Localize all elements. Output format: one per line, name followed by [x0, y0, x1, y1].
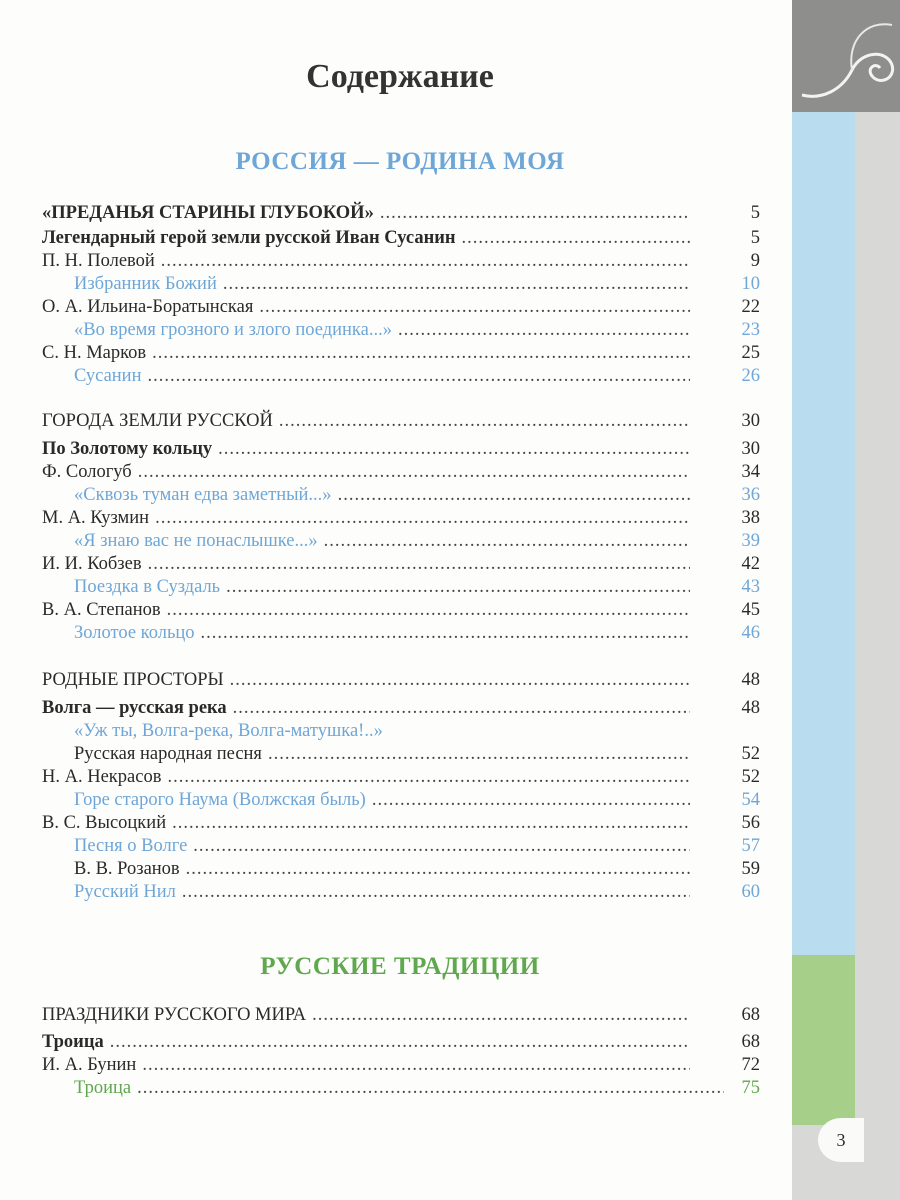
entry-title: И. И. Кобзев — [42, 554, 142, 574]
entry-title: ГОРОДА ЗЕМЛИ РУССКОЙ — [42, 411, 273, 431]
toc-entry — [42, 483, 760, 507]
entry-title: Золотое кольцо — [74, 623, 195, 643]
toc-entry — [42, 621, 760, 645]
entry-page: 25 — [741, 343, 760, 363]
dot-leader — [161, 249, 690, 273]
toc-entry — [42, 1003, 760, 1027]
dot-leader — [147, 364, 690, 388]
toc-entry — [42, 318, 760, 342]
corner-ornament — [792, 0, 900, 112]
entry-title: «Во время грозного и злого поединка...» — [74, 320, 392, 340]
toc-entry — [42, 341, 760, 365]
dot-leader — [268, 742, 690, 766]
dot-leader — [172, 811, 690, 835]
dot-leader — [338, 483, 690, 507]
dot-leader — [233, 696, 690, 720]
toc-entry — [42, 249, 760, 273]
dot-leader — [223, 272, 690, 296]
entry-title: «Сквозь туман едва заметный...» — [74, 485, 332, 505]
entry-page: 34 — [741, 462, 760, 482]
dot-leader — [279, 409, 690, 433]
toc-entry — [42, 719, 760, 743]
dot-leader — [110, 1030, 690, 1054]
entry-page: 36 — [741, 485, 760, 505]
entry-page: 48 — [741, 698, 760, 718]
entry-page: 54 — [741, 790, 760, 810]
entry-title: Н. А. Некрасов — [42, 767, 162, 787]
entry-page: 68 — [741, 1032, 760, 1052]
toc-entry — [42, 272, 760, 296]
entry-page: 22 — [741, 297, 760, 317]
part-heading: РУССКИЕ ТРАДИЦИИ — [260, 953, 540, 980]
page-title: Содержание — [306, 58, 494, 95]
toc-entry — [42, 529, 760, 553]
entry-page: 52 — [741, 744, 760, 764]
entry-page: 5 — [750, 203, 760, 223]
entry-title: Ф. Сологуб — [42, 462, 132, 482]
toc-entry — [42, 201, 760, 225]
entry-page: 48 — [741, 670, 760, 690]
toc-entry — [42, 696, 760, 720]
side-band-green — [792, 955, 855, 1125]
dot-leader — [182, 880, 690, 904]
dot-leader — [152, 341, 690, 365]
toc-entry — [42, 1030, 760, 1054]
toc-entry — [42, 295, 760, 319]
entry-title: Троица — [42, 1032, 104, 1052]
entry-page: 46 — [741, 623, 760, 643]
toc-entry — [42, 1076, 760, 1100]
toc-entry — [42, 598, 760, 622]
dot-leader — [137, 1076, 724, 1100]
entry-page: 57 — [741, 836, 760, 856]
entry-page: 68 — [741, 1005, 760, 1025]
toc-entry — [42, 226, 760, 250]
entry-title: П. Н. Полевой — [42, 251, 155, 271]
entry-title: В. В. Розанов — [74, 859, 180, 879]
entry-page: 75 — [741, 1078, 760, 1098]
dot-leader — [259, 295, 690, 319]
toc-entry — [42, 460, 760, 484]
entry-title: «Уж ты, Волга-река, Волга-матушка!..» — [74, 721, 383, 741]
entry-page: 30 — [741, 439, 760, 459]
entry-page: 9 — [750, 251, 760, 271]
entry-title: Русский Нил — [74, 882, 176, 902]
entry-page: 45 — [741, 600, 760, 620]
entry-page: 5 — [750, 228, 760, 248]
entry-title: Горе старого Наума (Волжская быль) — [74, 790, 366, 810]
side-band-blue — [792, 112, 855, 955]
entry-title: Избранник Божий — [74, 274, 217, 294]
entry-page: 42 — [741, 554, 760, 574]
dot-leader — [226, 575, 690, 599]
dot-leader — [230, 668, 690, 692]
toc-entry — [42, 552, 760, 576]
entry-page: 23 — [741, 320, 760, 340]
entry-page: 38 — [741, 508, 760, 528]
entry-page: 26 — [741, 366, 760, 386]
entry-title: В. С. Высоцкий — [42, 813, 167, 833]
dot-leader — [167, 765, 690, 789]
dot-leader — [462, 226, 690, 250]
entry-title: Поездка в Суздаль — [74, 577, 221, 597]
entry-page: 10 — [741, 274, 760, 294]
entry-title: Волга — русская река — [42, 698, 227, 718]
entry-title: С. Н. Марков — [42, 343, 147, 363]
dot-leader — [218, 437, 690, 461]
entry-page: 43 — [741, 577, 760, 597]
entry-title: Сусанин — [74, 366, 142, 386]
toc-entry — [42, 437, 760, 461]
dot-leader — [193, 834, 690, 858]
toc-entry — [42, 788, 760, 812]
toc-entry — [42, 364, 760, 388]
entry-title: Легендарный герой земли русской Иван Сусанин — [42, 228, 456, 248]
entry-title: РОДНЫЕ ПРОСТОРЫ — [42, 670, 224, 690]
entry-title: В. А. Степанов — [42, 600, 161, 620]
toc-entry — [42, 575, 760, 599]
entry-page: 52 — [741, 767, 760, 787]
dot-leader — [201, 621, 690, 645]
entry-title: Русская народная песня — [74, 744, 262, 764]
entry-title: М. А. Кузмин — [42, 508, 150, 528]
dot-leader — [148, 552, 690, 576]
entry-title: И. А. Бунин — [42, 1055, 137, 1075]
entry-title: «Я знаю вас не понаслышке...» — [74, 531, 318, 551]
toc-entry — [42, 857, 760, 881]
dot-leader — [142, 1053, 690, 1077]
dot-leader — [380, 201, 690, 225]
dot-leader — [138, 460, 690, 484]
entry-title: Троица — [74, 1078, 132, 1098]
entry-title: Песня о Волге — [74, 836, 188, 856]
dot-leader — [155, 506, 690, 530]
toc-entry — [42, 834, 760, 858]
toc-entry — [42, 880, 760, 904]
toc-entry — [42, 409, 760, 433]
toc-entry — [42, 765, 760, 789]
entry-page: 56 — [741, 813, 760, 833]
toc-entry — [42, 1053, 760, 1077]
entry-title: О. А. Ильина-Боратынская — [42, 297, 254, 317]
entry-page: 59 — [741, 859, 760, 879]
toc-entry — [42, 506, 760, 530]
dot-leader — [312, 1003, 690, 1027]
entry-title: ПРАЗДНИКИ РУССКОГО МИРА — [42, 1005, 307, 1025]
entry-page: 72 — [741, 1055, 760, 1075]
toc-entry — [42, 742, 760, 766]
toc-entry — [42, 811, 760, 835]
page-number: 3 — [818, 1118, 864, 1162]
entry-page: 39 — [741, 531, 760, 551]
dot-leader — [372, 788, 690, 812]
entry-page: 60 — [741, 882, 760, 902]
dot-leader — [324, 529, 690, 553]
entry-title: «ПРЕДАНЬЯ СТАРИНЫ ГЛУБОКОЙ» — [42, 203, 374, 223]
part-heading: РОССИЯ — РОДИНА МОЯ — [235, 148, 565, 175]
dot-leader — [186, 857, 690, 881]
entry-page: 30 — [741, 411, 760, 431]
dot-leader — [167, 598, 690, 622]
swirl-icon — [792, 0, 900, 112]
entry-title: По Золотому кольцу — [42, 439, 213, 459]
dot-leader — [398, 318, 690, 342]
toc-entry — [42, 668, 760, 692]
